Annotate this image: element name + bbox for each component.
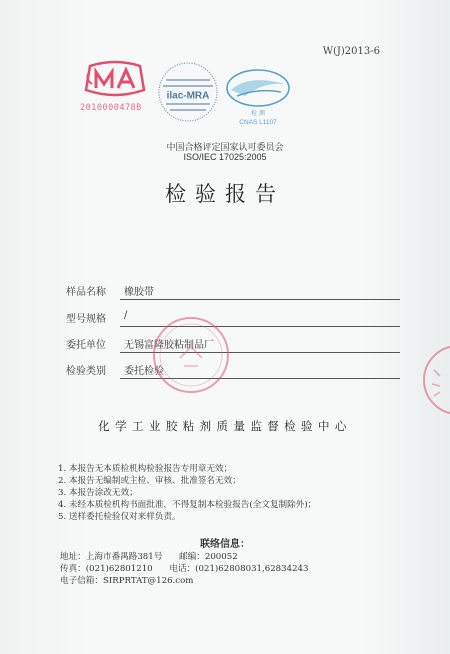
- field-value: 委托检验: [124, 366, 164, 377]
- field-label: 型号规格: [66, 314, 106, 325]
- note-item: 3. 本报告涂改无效；: [58, 488, 138, 498]
- field-label: 样品名称: [66, 287, 106, 298]
- contact-address: 地址：上海市番禺路381号: [60, 552, 163, 562]
- field-underline: [120, 299, 400, 300]
- field-value: 无锡富隆胶粘制品厂: [124, 340, 214, 351]
- organization-name: 化学工业胶粘剂质量监督检验中心: [98, 419, 352, 433]
- field-model-spec: [66, 307, 400, 327]
- notes-list: [58, 463, 316, 523]
- contact-fax: 传真：(021)62801210: [60, 564, 153, 574]
- contact-phone: 电话：(021)62808031,62834243: [169, 564, 309, 574]
- cma-certificate-number: 2010000478B: [80, 103, 142, 113]
- contact-email-row: [60, 574, 193, 586]
- contact-email: 电子信箱：SIRPRTAT@126.com: [60, 576, 194, 586]
- red-seal-stamp-icon: [150, 314, 232, 396]
- field-label: 检验类别: [66, 366, 106, 377]
- note-item: 2. 本报告无编制或主检、审核、批准签名无效；: [58, 476, 241, 486]
- report-title: 检验报告: [165, 182, 285, 206]
- contact-phone-row: [60, 562, 308, 574]
- note-item: 5. 送样委托检验仅对来样负责。: [58, 512, 181, 522]
- contact-address-row: [60, 550, 238, 562]
- note-item: 4. 未经本质检机构书面批准，不得复制本检验报告(全文复制除外)；: [58, 500, 317, 510]
- field-label: 委托单位: [66, 340, 106, 351]
- field-value: 橡胶带: [124, 287, 154, 298]
- field-client: [66, 333, 400, 353]
- contact-title: 联络信息：: [200, 539, 250, 550]
- accreditation-org: 中国合格评定国家认可委员会: [166, 143, 284, 153]
- svg-text:ilac-MRA: ilac-MRA: [166, 90, 210, 102]
- note-item: 1. 本报告无本质检机构检验报告专用章无效；: [58, 464, 233, 474]
- ilac-mra-logo-icon: [156, 60, 220, 124]
- field-inspection-type: [66, 359, 400, 379]
- red-seal-stamp-edge-icon: [418, 340, 450, 420]
- accreditation-standard: ISO/IEC 17025:2005: [183, 152, 267, 162]
- svg-text:CNAS L1107: CNAS L1107: [239, 119, 277, 126]
- field-value: /: [124, 310, 128, 321]
- document-code: W(J)2013-6: [322, 46, 380, 57]
- cnas-logo-icon: [223, 66, 293, 126]
- field-sample-name: [66, 280, 400, 300]
- svg-text:检 测: 检 测: [251, 110, 265, 117]
- contact-postcode: 邮编：200052: [179, 552, 238, 562]
